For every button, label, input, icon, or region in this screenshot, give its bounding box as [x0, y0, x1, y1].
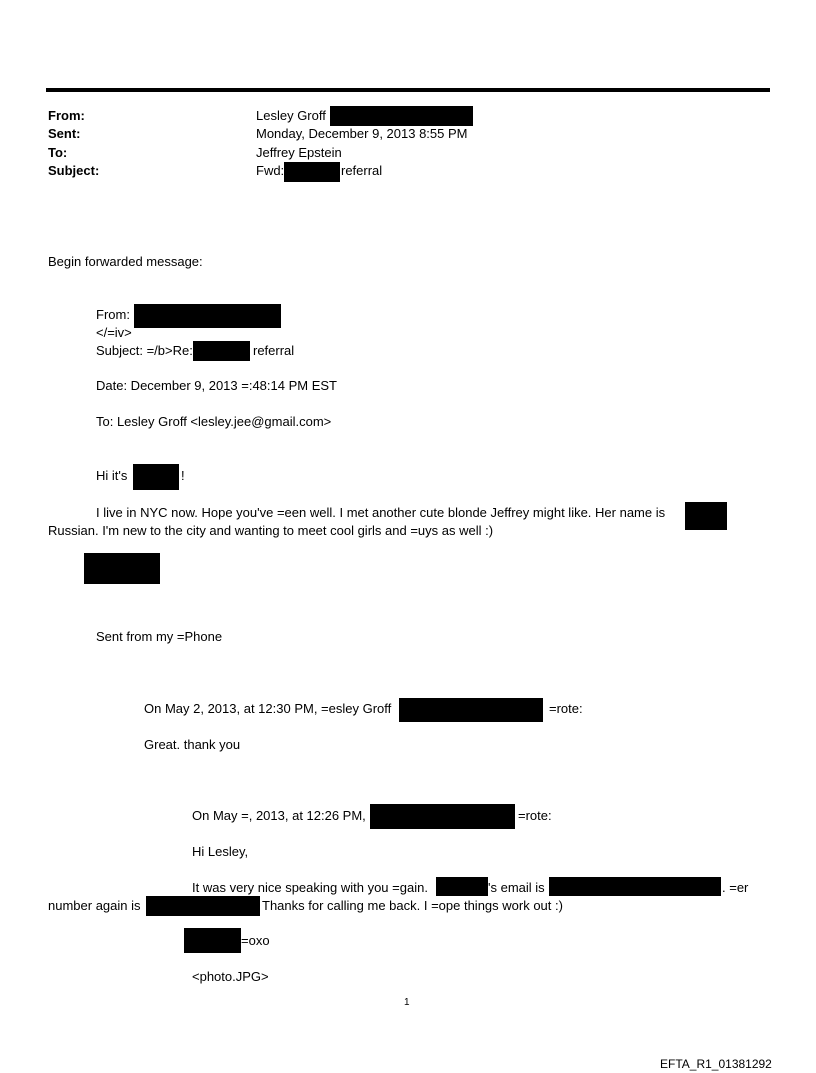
redaction-q2-number: [146, 896, 260, 916]
q2-attachment: <photo.JPG>: [192, 969, 269, 984]
to-value: Jeffrey Epstein: [256, 145, 342, 160]
fwd-date: Date: December 9, 2013 =:48:14 PM EST: [96, 378, 337, 393]
q2-greeting: Hi Lesley,: [192, 844, 249, 859]
para1-line1: I live in NYC now. Hope you've =een well. I met another cute blonde Jeffrey might like. Her name is: [96, 505, 666, 520]
page-number: 1: [404, 997, 410, 1008]
redaction-fwd-subject: [193, 341, 250, 361]
redaction-q2-email: [549, 877, 721, 896]
to-label: To:: [48, 145, 68, 160]
sent-value: Monday, December 9, 2013 8:55 PM: [256, 126, 468, 141]
redaction-q2-sender: [370, 804, 515, 829]
redaction-q2-name: [436, 877, 488, 896]
q2-header-suffix: =rote:: [518, 808, 552, 823]
subject-label: Subject:: [48, 163, 100, 178]
fwd-div: </=iv>: [96, 325, 132, 340]
greeting-prefix: Hi it's: [96, 468, 128, 483]
q1-body: Great. thank you: [144, 737, 241, 752]
q1-header-suffix: =rote:: [549, 701, 583, 716]
q2-line1-c: . =er: [722, 880, 749, 895]
q2-sign-suffix: =oxo: [241, 933, 270, 948]
para1-line2: Russian. I'm new to the city and wanting to meet cool girls and =uys as well :): [48, 523, 494, 538]
q2-line2-a: number again is: [48, 898, 141, 913]
subject-suffix: referral: [341, 163, 383, 178]
redaction-from-email: [330, 106, 473, 126]
sent-from: Sent from my =Phone: [96, 629, 223, 644]
redaction-subject: [284, 162, 340, 182]
fwd-subject-prefix: Subject: =/b>Re:: [96, 343, 193, 358]
redaction-her-name: [685, 502, 727, 530]
redaction-signature: [84, 553, 160, 584]
redaction-q1-email: [399, 698, 543, 722]
redaction-q2-sign: [184, 928, 241, 953]
sent-label: Sent:: [48, 126, 81, 141]
redaction-greeting-name: [133, 464, 179, 490]
greeting-suffix: !: [181, 468, 185, 483]
doc-id: EFTA_R1_01381292: [660, 1057, 772, 1071]
begin-forwarded: Begin forwarded message:: [48, 254, 203, 269]
redaction-fwd-from: [134, 304, 281, 328]
fwd-subject-suffix: referral: [253, 343, 295, 358]
fwd-to: To: Lesley Groff <lesley.jee@gmail.com>: [96, 414, 332, 429]
q2-line1-a: It was very nice speaking with you =gain.: [192, 880, 428, 895]
from-value: Lesley Groff: [256, 108, 326, 123]
from-label: From:: [48, 108, 85, 123]
header-rule: [46, 88, 770, 92]
q2-header-prefix: On May =, 2013, at 12:26 PM,: [192, 808, 366, 823]
subject-prefix: Fwd:: [256, 163, 285, 178]
q1-header-prefix: On May 2, 2013, at 12:30 PM, =esley Groff: [144, 701, 392, 716]
q2-line2-b: Thanks for calling me back. I =ope things work out :): [262, 898, 563, 913]
q2-line1-b: 's email is: [488, 880, 545, 895]
fwd-from: From:: [96, 307, 130, 322]
